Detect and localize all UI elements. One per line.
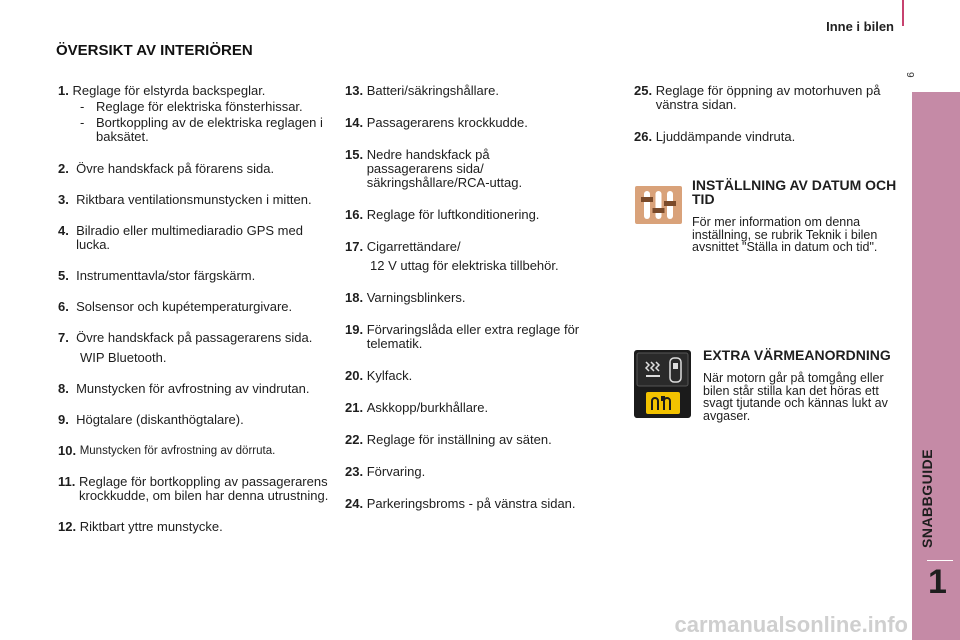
item-text: Bilradio eller multimediaradio GPS med lucka. — [76, 223, 303, 252]
item-number: 14. — [345, 115, 364, 130]
item-text: Förvaring. — [366, 464, 426, 479]
list-item — [345, 84, 615, 98]
item-number: 23. — [345, 464, 364, 479]
list-item — [345, 116, 615, 130]
subitem-text: Bortkoppling av de elektriska reglagen i baksätet. — [96, 115, 323, 144]
header-accent-line — [902, 0, 904, 26]
list-item — [58, 331, 330, 345]
item-number: 3. — [58, 192, 69, 207]
item-number: 22. — [345, 432, 364, 447]
dash: - — [80, 115, 85, 130]
box-text: För mer information om denna inställning, se rubrik Teknik i bilen avsnittet "Ställa in datum och tid". — [692, 215, 878, 254]
list-subitem — [58, 100, 330, 114]
page-number: 9 — [904, 72, 915, 78]
item-text: Parkeringsbroms - på vänstra sidan. — [366, 496, 576, 511]
item-number: 25. — [634, 83, 653, 98]
side-tab-label: SNABBGUIDE — [919, 448, 935, 548]
watermark-url: carmanualsonline.info — [674, 612, 908, 637]
item-text: Munstycken för avfrostning av vindrutan. — [76, 381, 310, 396]
item-number: 11. — [58, 474, 76, 489]
item-continuation: WIP Bluetooth. — [80, 350, 167, 365]
item-text: Förvaringslåda eller extra reglage för telematik. — [366, 322, 580, 351]
box-text: När motorn går på tomgång eller bilen står stilla kan det höras ett svagt tjutande och kännas lukt av avgaser. — [703, 371, 888, 423]
item-text: Riktbart yttre munstycke. — [79, 519, 223, 534]
item-text: Reglage för elstyrda backspeglar. — [72, 83, 266, 98]
list-item — [345, 369, 615, 383]
interior-list-column-1 — [58, 84, 330, 534]
list-item — [58, 300, 330, 314]
list-item — [345, 433, 615, 447]
list-item — [345, 323, 615, 351]
list-item — [58, 193, 330, 207]
item-text: Varningsblinkers. — [366, 290, 466, 305]
item-text: Högtalare (diskanthögtalare). — [76, 412, 244, 427]
list-item — [345, 497, 615, 511]
list-item — [634, 130, 910, 144]
list-item — [58, 382, 330, 396]
item-number: 19. — [345, 322, 364, 337]
box-title: EXTRA VÄRMEANORDNING — [703, 347, 891, 363]
date-time-settings-icon — [635, 186, 682, 224]
list-item — [345, 240, 615, 254]
item-text: Kylfack. — [366, 368, 413, 383]
item-number: 5. — [58, 268, 69, 283]
list-item — [634, 84, 910, 112]
item-text: Riktbara ventilationsmunstycken i mitten. — [76, 192, 312, 207]
section-title: ÖVERSIKT AV INTERIÖREN — [56, 42, 253, 59]
item-number: 2. — [58, 161, 69, 176]
item-number: 16. — [345, 207, 364, 222]
item-text: Instrumenttavla/stor färgskärm. — [76, 268, 256, 283]
item-text: Reglage för öppning av motorhuven på vänstra sidan. — [655, 83, 881, 112]
item-text: Ljuddämpande vindruta. — [655, 129, 796, 144]
item-number: 13. — [345, 83, 364, 98]
item-number: 6. — [58, 299, 69, 314]
dash: - — [80, 99, 85, 114]
list-item — [58, 84, 330, 98]
list-item — [345, 208, 615, 222]
item-text: Solsensor och kupétemperaturgivare. — [76, 299, 293, 314]
item-number: 20. — [345, 368, 364, 383]
item-number: 15. — [345, 147, 364, 162]
list-item — [58, 413, 330, 427]
list-item — [58, 162, 330, 176]
item-number: 8. — [58, 381, 69, 396]
item-continuation: 12 V uttag för elektriska tillbehör. — [370, 258, 559, 273]
subitem-text: Reglage för elektriska fönsterhissar. — [96, 99, 303, 114]
list-item — [345, 148, 615, 190]
item-text: Övre handskfack på passagerarens sida. — [76, 330, 313, 345]
item-text: Batteri/säkringshållare. — [366, 83, 499, 98]
side-tab-divider — [927, 560, 953, 561]
item-number: 18. — [345, 290, 364, 305]
chapter-number: 1 — [928, 563, 947, 601]
list-item — [345, 291, 615, 305]
item-text: Reglage för luftkonditionering. — [366, 207, 540, 222]
item-text: Munstycken för avfrostning av dörruta. — [79, 445, 276, 457]
item-text: Reglage för inställning av säten. — [366, 432, 552, 447]
interior-list-column-3 — [634, 84, 910, 144]
item-text: Askkopp/burkhållare. — [366, 400, 489, 415]
item-number: 9. — [58, 412, 69, 427]
list-item — [58, 475, 330, 503]
extra-heater-icon — [634, 350, 691, 418]
item-number: 4. — [58, 223, 69, 238]
list-item — [345, 465, 615, 479]
interior-list-column-2 — [345, 84, 615, 511]
item-number: 17. — [345, 239, 364, 254]
list-item — [58, 520, 330, 534]
item-number: 21. — [345, 400, 364, 415]
item-text: Reglage för bortkoppling av passagerarens krockkudde, om bilen har denna utrustning. — [78, 474, 329, 503]
date-time-info-box — [692, 178, 907, 254]
box-title: INSTÄLLNING AV DATUM OCH TID — [692, 177, 897, 207]
item-number: 7. — [58, 330, 69, 345]
list-item — [58, 444, 330, 458]
list-item — [345, 401, 615, 415]
list-item — [58, 224, 330, 252]
item-text: Övre handskfack på förarens sida. — [76, 161, 275, 176]
side-tab-band — [912, 92, 960, 640]
item-number: 24. — [345, 496, 364, 511]
item-number: 1. — [58, 83, 69, 98]
item-text: Passagerarens krockkudde. — [366, 115, 528, 130]
list-item — [58, 269, 330, 283]
item-number: 10. — [58, 443, 77, 458]
page-header-title: Inne i bilen — [826, 19, 894, 34]
item-text: Nedre handskfack på passagerarens sida/ säkringshållare/RCA-uttag. — [366, 147, 523, 190]
item-number: 26. — [634, 129, 653, 144]
item-number: 12. — [58, 519, 77, 534]
list-subitem — [58, 116, 330, 144]
item-text: Cigarrettändare/ — [366, 239, 461, 254]
extra-heater-info-box — [703, 348, 908, 422]
